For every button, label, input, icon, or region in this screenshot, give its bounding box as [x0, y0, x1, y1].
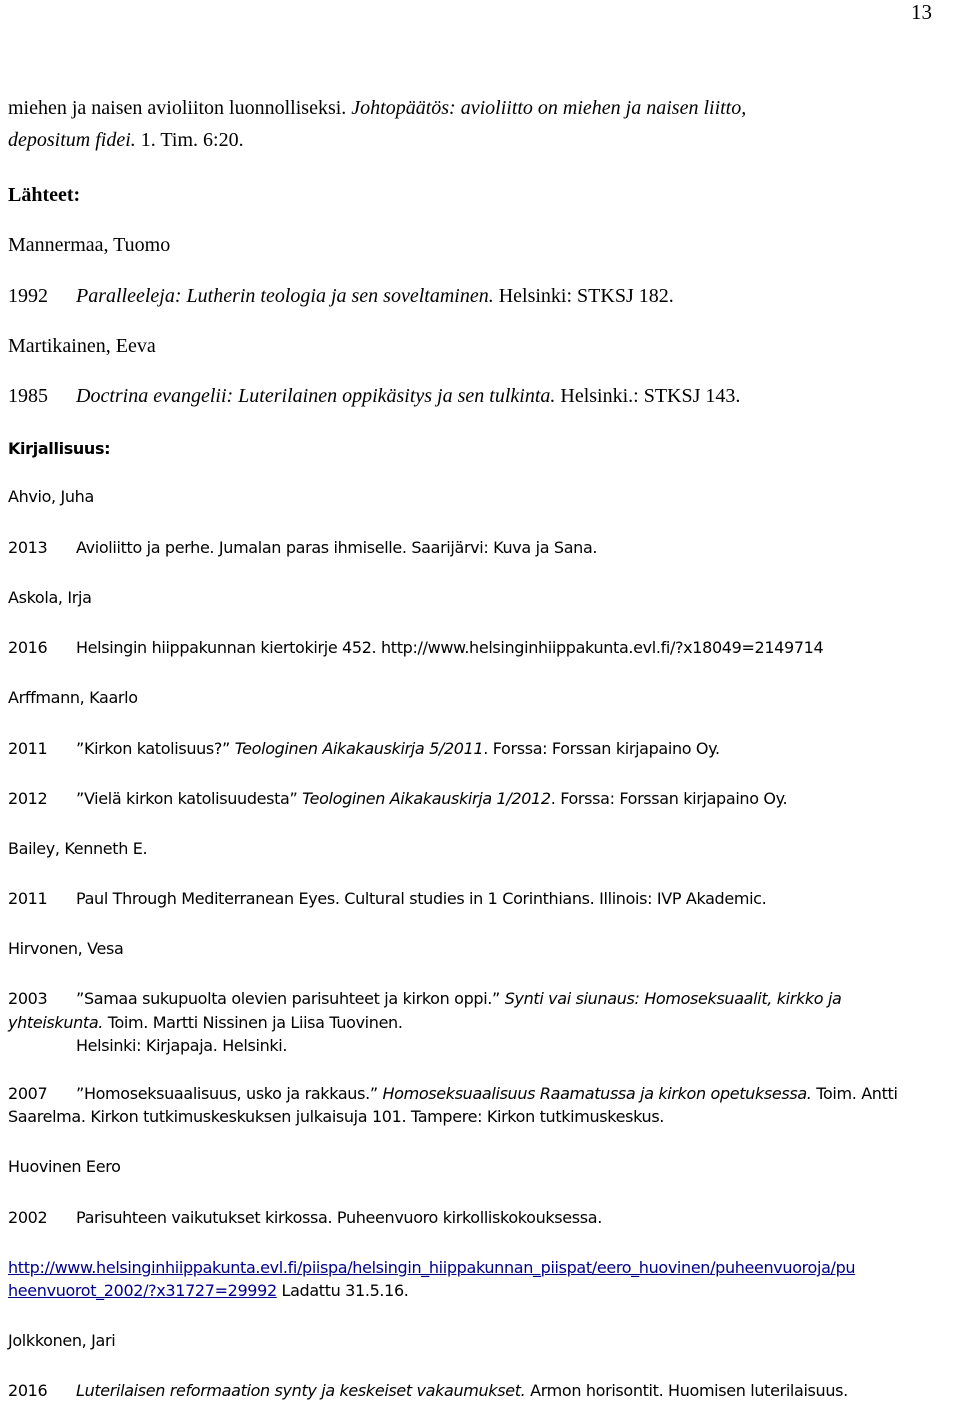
source-author-2: Martikainen, Eeva [8, 335, 156, 357]
article-title: ”Vielä kirkon katolisuudesta” [76, 789, 303, 808]
publisher: . Forssa: Forssan kirjapaino Oy. [550, 789, 788, 808]
bailey-entry [8, 886, 766, 912]
huovinen-entry [8, 1205, 602, 1231]
year: 1985 [8, 385, 48, 407]
literature-heading: Kirjallisuus: [8, 439, 111, 458]
source-entry-2 [8, 383, 740, 409]
retrieved-date: Ladattu 31.5.16. [276, 1281, 409, 1300]
intro-conclusion: Johtopäätös: avioliitto on miehen ja naisen liitto, [351, 97, 747, 119]
book-title: Synti vai siunaus: Homoseksuaalit, kirkko ja [504, 989, 842, 1008]
entry-text: Paul Through Mediterranean Eyes. Cultural studies in 1 Corinthians. Illinois: IVP Akademic. [76, 889, 767, 908]
hirvonen-entry-2-line-2: Saarelma. Kirkon tutkimuskeskuksen julkaisuja 101. Tampere: Kirkon tutkimuskeskus. [8, 1107, 665, 1126]
year: 2013 [8, 538, 48, 557]
year: 2007 [8, 1084, 48, 1103]
entry-text: Parisuhteen vaikutukset kirkossa. Puheenvuoro kirkolliskokouksessa. [76, 1208, 602, 1227]
year: 2016 [8, 638, 48, 657]
title: Paralleeleja: Lutherin teologia ja sen soveltaminen. [76, 285, 494, 307]
ahvio-entry [8, 535, 597, 561]
year: 2012 [8, 789, 48, 808]
book-title-cont: yhteiskunta. [8, 1013, 104, 1032]
huovinen-author: Huovinen Eero [8, 1157, 121, 1176]
entry-text: Helsingin hiippakunnan kiertokirje 452. http://www.helsinginhiippakunta.evl.fi/?x18049=2149714 [76, 638, 824, 657]
title: Luterilaisen reformaation synty ja keskeiset vakaumukset. [76, 1381, 526, 1400]
askola-entry [8, 635, 823, 661]
article-title: ”Kirkon katolisuus?” [76, 739, 235, 758]
intro-reference: 1. Tim. 6:20. [135, 129, 244, 151]
page-number: 13 [911, 0, 932, 24]
hirvonen-author: Hirvonen, Vesa [8, 939, 124, 958]
jolkkonen-author: Jolkkonen, Jari [8, 1331, 116, 1350]
publisher: Helsinki.: STKSJ 143. [555, 385, 741, 407]
publisher: Armon horisontit. Huomisen luterilaisuus. [525, 1381, 848, 1400]
article-title: ”Homoseksuaalisuus, usko ja rakkaus.” [76, 1084, 383, 1103]
book-title: Homoseksuaalisuus Raamatussa ja kirkon opetuksessa. [382, 1084, 812, 1103]
editors: Toim. Martti Nissinen ja Liisa Tuovinen. [103, 1013, 403, 1032]
intro-line-1 [8, 95, 746, 121]
journal: Teologinen Aikakauskirja 5/2011 [234, 739, 484, 758]
year: 2016 [8, 1381, 48, 1400]
huovinen-url-link-cont[interactable]: heenvuorot_2002/?x31727=29992 [8, 1281, 277, 1300]
askola-author: Askola, Irja [8, 588, 92, 607]
year: 2011 [8, 889, 48, 908]
publisher: . Forssa: Forssan kirjapaino Oy. [483, 739, 720, 758]
arffmann-entry-2 [8, 786, 787, 812]
hirvonen-entry-1-line-3: Helsinki: Kirjapaja. Helsinki. [76, 1036, 288, 1055]
jolkkonen-entry [8, 1378, 848, 1404]
entry-text: Avioliitto ja perhe. Jumalan paras ihmiselle. Saarijärvi: Kuva ja Sana. [76, 538, 598, 557]
intro-line-2 [8, 127, 244, 153]
huovinen-url-link[interactable]: http://www.helsinginhiippakunta.evl.fi/piispa/helsingin_hiippakunnan_piispat/eero_huovinen/puheenvuoroja/pu [8, 1258, 856, 1277]
publisher: Helsinki: STKSJ 182. [493, 285, 674, 307]
year: 2002 [8, 1208, 48, 1227]
bailey-author: Bailey, Kenneth E. [8, 839, 148, 858]
year: 1992 [8, 285, 48, 307]
journal: Teologinen Aikakauskirja 1/2012 [302, 789, 551, 808]
sources-heading: Lähteet: [8, 184, 81, 206]
title: Doctrina evangelii: Luterilainen oppikäsitys ja sen tulkinta. [76, 385, 556, 407]
source-author-1: Mannermaa, Tuomo [8, 234, 171, 256]
intro-text: miehen ja naisen avioliiton luonnolliseksi. [8, 97, 352, 119]
hirvonen-entry-1-line-1 [8, 986, 842, 1012]
arffmann-author: Arffmann, Kaarlo [8, 688, 138, 707]
year: 2003 [8, 989, 48, 1008]
ahvio-author: Ahvio, Juha [8, 487, 94, 506]
year: 2011 [8, 739, 48, 758]
editors: Toim. Antti [811, 1084, 898, 1103]
article-title: ”Samaa sukupuolta olevien parisuhteet ja kirkon oppi.” [76, 989, 505, 1008]
huovinen-link-line-2 [8, 1278, 409, 1304]
source-entry-1 [8, 283, 674, 309]
arffmann-entry-1 [8, 736, 720, 762]
intro-latin: depositum fidei. [8, 129, 136, 151]
